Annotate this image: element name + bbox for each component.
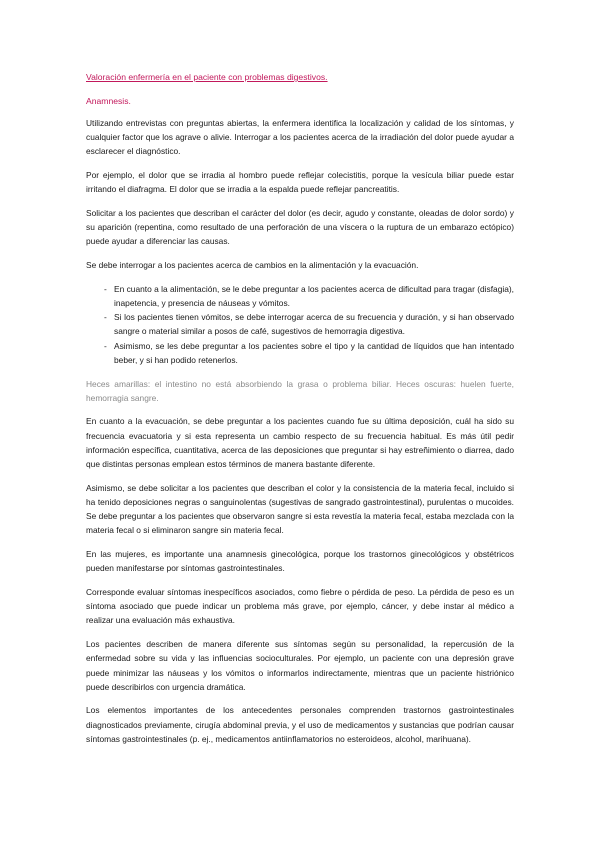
document-body xyxy=(86,70,514,756)
paragraph: Corresponde evaluar síntomas inespecíficos asociados, como fiebre o pérdida de peso. La pérdida de peso es un síntoma asociado que puede indicar un problema más grave, por ejemplo, cáncer, y debe instar al médico a realizar una evaluación más exhaustiva. xyxy=(86,586,514,626)
paragraph: Solicitar a los pacientes que describan el carácter del dolor (es decir, agudo y constante, oleadas de dolor sordo) y su aparición (repentina, como resultado de una perforación de una víscera o la ruptura de un embarazo ectópico) puede ayudar a diferenciar las causas. xyxy=(86,208,514,247)
paragraph: En las mujeres, es importante una anamnesis ginecológica, porque los trastornos ginecológicos y obstétricos pueden manifestarse por síntomas gastrointestinales. xyxy=(86,549,514,574)
bullet-item: - Si los pacientes tienen vómitos, se debe interrogar acerca de su frecuencia y duración, y si han observado sangre o material similar a posos de café, sugestivos de hemorragia digestiva. xyxy=(86,310,514,338)
paragraph: Los elementos importantes de los antecedentes personales comprenden trastornos gastrointestinales diagnosticados previamente, cirugía abdominal previa, y el uso de medicamentos y sustancias que podrían causar síntomas gastrointestinales (p. ej., medicamentos antiinflamatorios no esteroideos, alcohol, marihuana). xyxy=(86,705,514,744)
bullet-list xyxy=(86,282,514,367)
annotation-note: Heces amarillas: el intestino no está absorbiendo la grasa o problema biliar. Heces oscuras: huelen fuerte, hemorragia sangre. xyxy=(86,378,514,403)
paragraph: Se debe interrogar a los pacientes acerca de cambios en la alimentación y la evacuación. xyxy=(86,260,419,271)
bullet-item: - En cuanto a la alimentación, se le debe preguntar a los pacientes acerca de dificultad para tragar (disfagia), inapetencia, y presencia de náuseas y vómitos. xyxy=(86,282,514,310)
section-heading: Anamnesis. xyxy=(86,96,131,106)
paragraph: Por ejemplo, el dolor que se irradia al hombro puede reflejar colecistitis, porque la vesícula biliar puede estar irritando el diafragma. El dolor que se irradia a la espalda puede reflejar pancreatitis. xyxy=(86,170,514,195)
document-title: Valoración enfermería en el paciente con problemas digestivos. xyxy=(86,72,328,82)
bullet-item: - Asimismo, se les debe preguntar a los pacientes sobre el tipo y la cantidad de líquidos que han intentado beber, y si han podido retenerlos. xyxy=(86,339,514,367)
paragraph: Utilizando entrevistas con preguntas abiertas, la enfermera identifica la localización y calidad de los síntomas, y cualquier factor que los agrave o alivie. Interrogar a los pacientes acerca de la irradiación del dolor puede ayudar a esclarecer el diagnóstico. xyxy=(86,118,514,157)
paragraph: En cuanto a la evacuación, se debe preguntar a los pacientes cuando fue su última deposición, cuál ha sido su frecuencia evacuatoria y si esta representa un cambio respecto de su frecuencia habitual. Es más útil pedir información específica, cuantitativa, acerca de las deposiciones que preguntar si hay estreñimiento o diarrea, dado que distintas personas emplean estos términos de manera bastante diferente. xyxy=(86,416,514,470)
paragraph: Los pacientes describen de manera diferente sus síntomas según su personalidad, la repercusión de la enfermedad sobre su vida y las influencias socioculturales. Por ejemplo, un paciente con una depresión grave puede minimizar las náuseas y los vómitos o informarlos indirectamente, mientras que un paciente histriónico puede describirlos con urgencia dramática. xyxy=(86,639,514,692)
paragraph: Asimismo, se debe solicitar a los pacientes que describan el color y la consistencia de la materia fecal, incluido si ha tenido deposiciones negras o sanguinolentas (sugestivas de sangrado gastrointestinal), purulentas o mucoides. Se debe preguntar a los pacientes que observaron sangre si esta revestía la materia fecal, estaba mezclada con la materia fecal o si eliminaron sangre sin materia fecal. xyxy=(86,482,514,536)
